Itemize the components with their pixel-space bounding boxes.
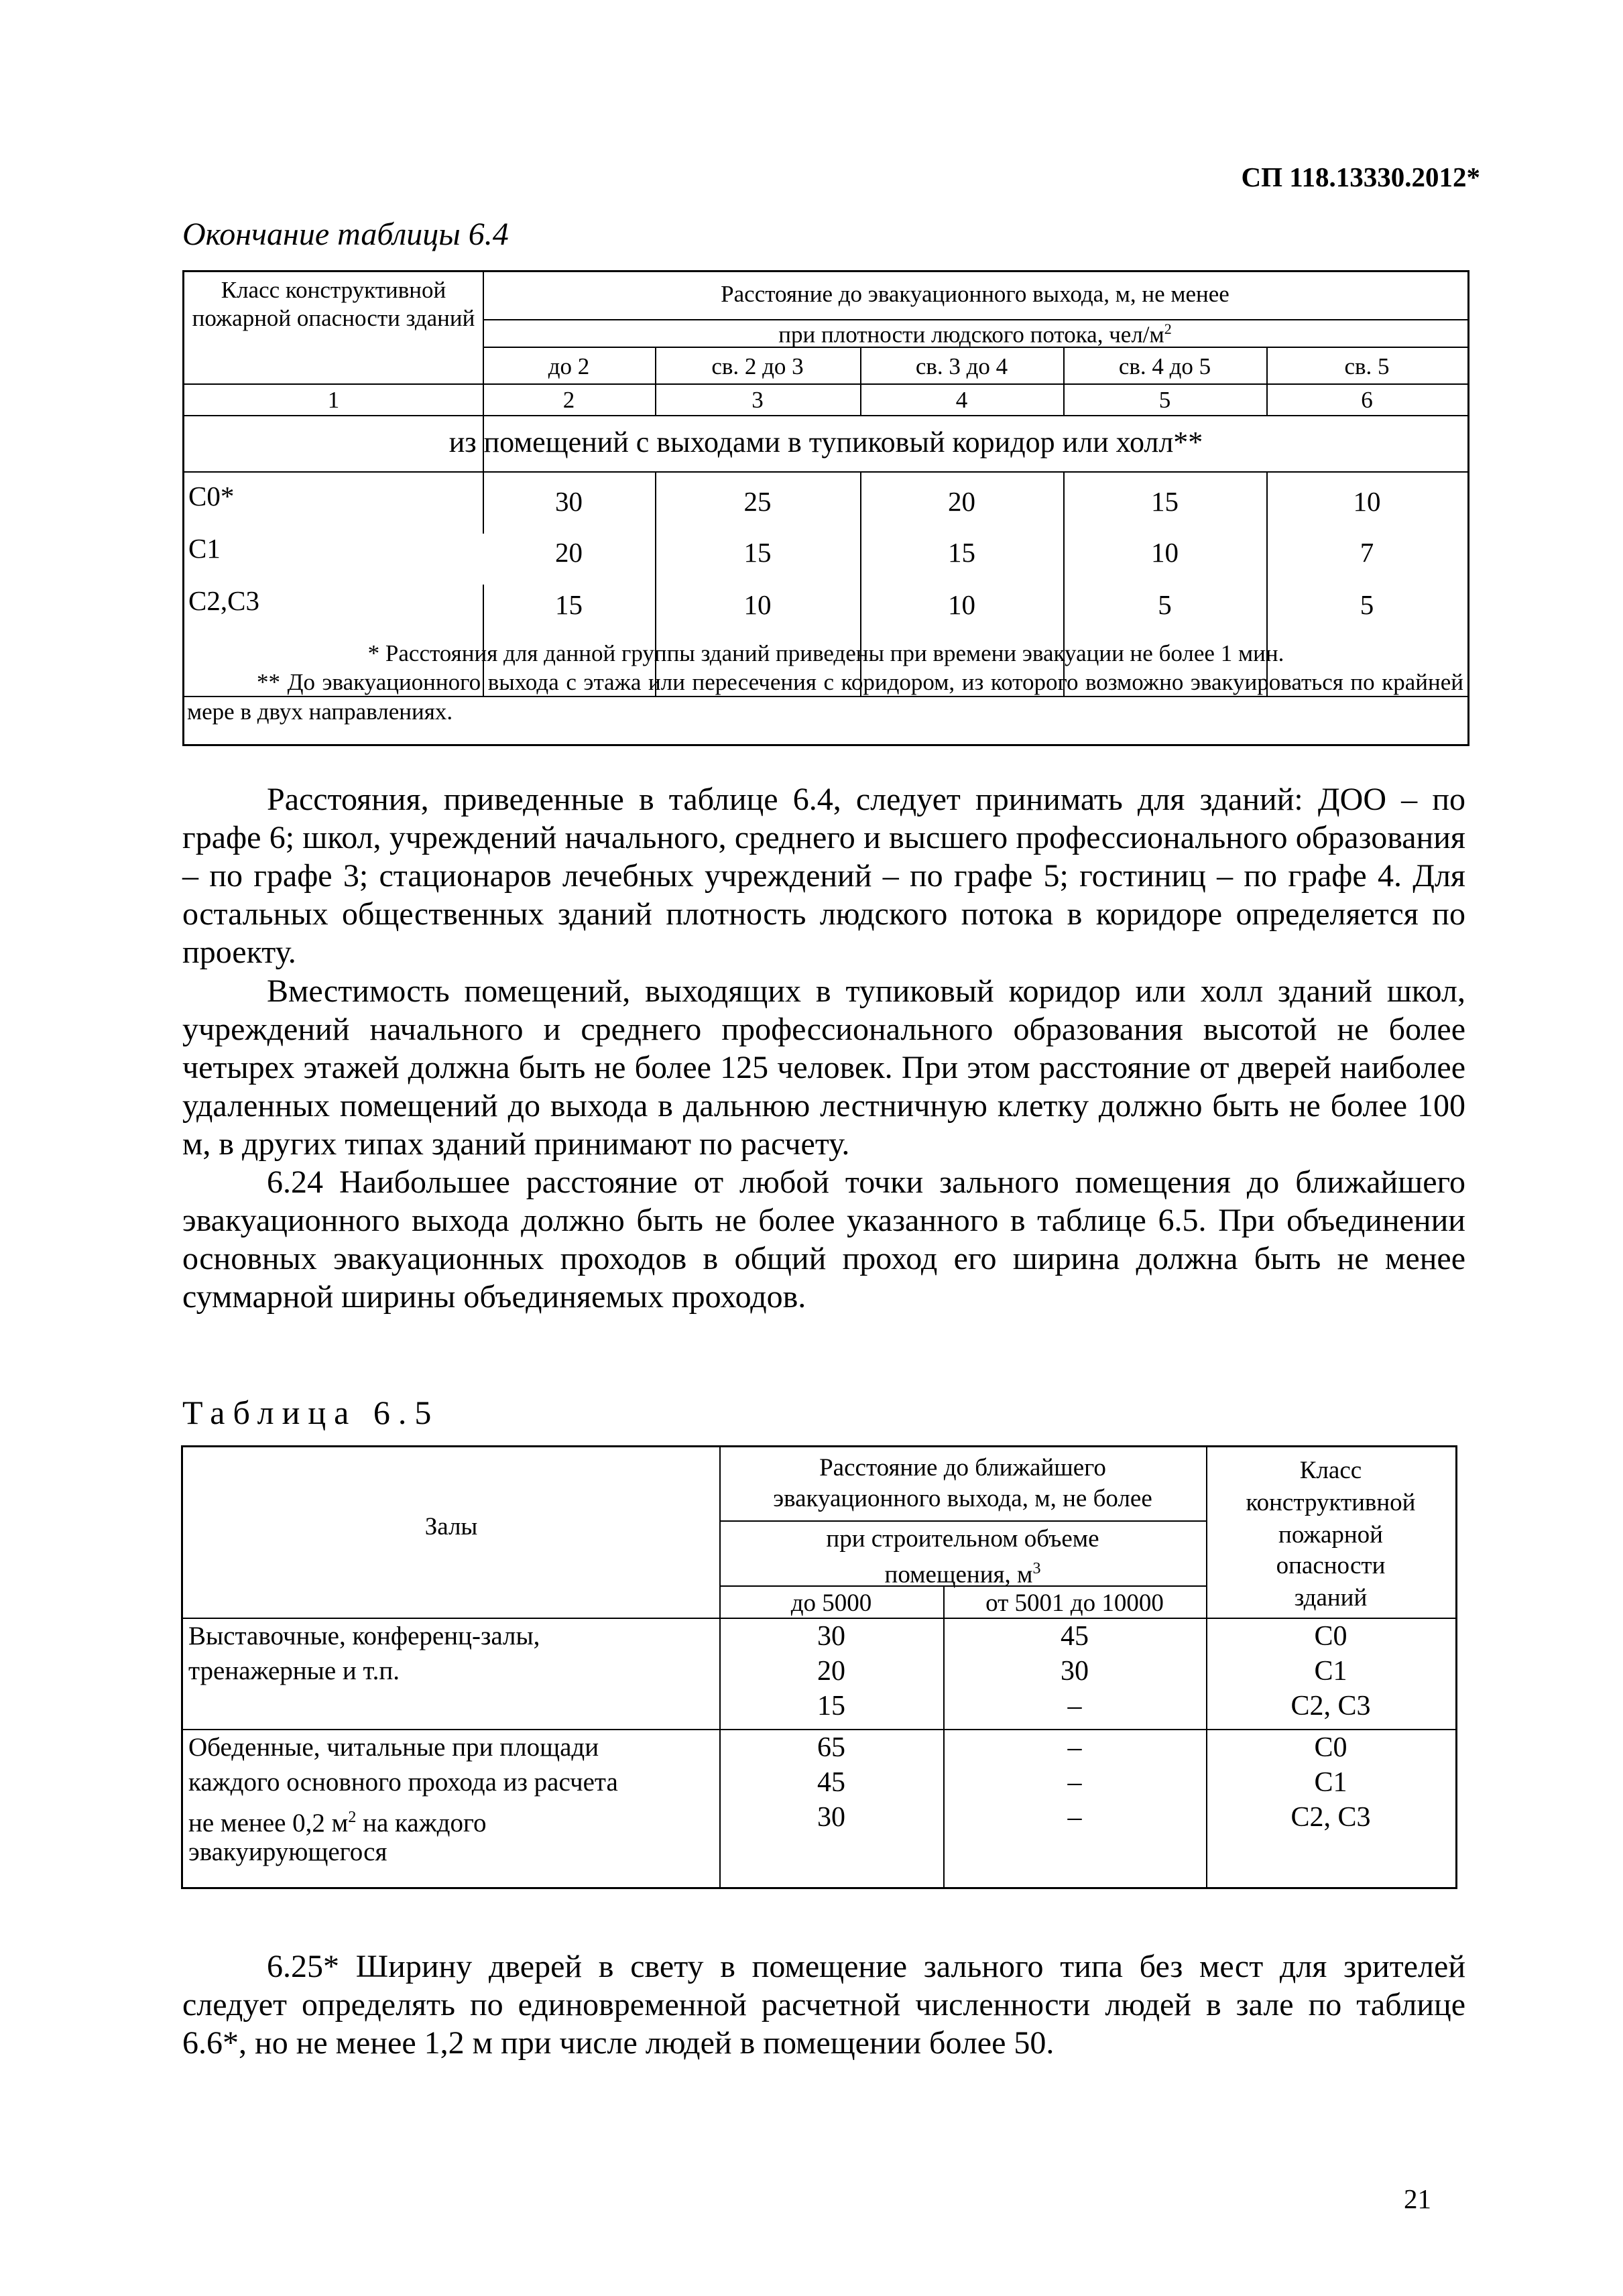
- group2-name-line3a: не менее 0,2 м: [188, 1809, 349, 1837]
- header-class-line5: зданий: [1294, 1584, 1368, 1612]
- table-6-5: [181, 1445, 1457, 1889]
- group2-col-class: [1206, 1730, 1455, 1835]
- group1-b-1: 45: [1061, 1621, 1089, 1652]
- value-c0-col3: 25: [743, 486, 772, 517]
- row-class-c2c3: С2,С3: [188, 585, 259, 616]
- col-number-5: 5: [1158, 387, 1171, 413]
- density-col-1: до 2: [548, 353, 590, 379]
- header-class-line3: пожарной: [1278, 1521, 1383, 1549]
- group1-col-class: [1206, 1619, 1455, 1724]
- header-density-exp: 2: [1164, 320, 1172, 337]
- group1-b-3: –: [1067, 1691, 1082, 1721]
- group2-name-line1: Обеденные, читальные при площади: [188, 1733, 599, 1762]
- row-class-c1: С1: [188, 533, 221, 564]
- group1-a-2: 20: [817, 1656, 845, 1687]
- group2-name-line4: эвакуирующегося: [188, 1837, 387, 1866]
- group1-col-b: [943, 1619, 1206, 1724]
- header-distance-line1: Расстояние до ближайшего: [819, 1454, 1106, 1482]
- header-class-line4: опасности: [1276, 1552, 1386, 1579]
- group2-b-2: –: [1067, 1767, 1082, 1798]
- value-c0-col5: 15: [1151, 486, 1179, 517]
- page-number: 21: [1404, 2183, 1431, 2214]
- col-number-6: 6: [1361, 387, 1373, 413]
- group1-class-1: С0: [1314, 1621, 1347, 1652]
- header-distance-line2: эвакуационного выхода, м, не более: [773, 1485, 1152, 1512]
- value-c2c3-col2: 15: [555, 589, 583, 620]
- section-title: из помещений с выходами в тупиковый коридор или холл**: [448, 426, 1203, 459]
- value-c1-col2: 20: [555, 537, 583, 568]
- note-2: ** До эвакуационного выхода с этажа или пересечения с коридором, из которого возможно эвакуироваться по крайней мере в двух направлениях.: [187, 669, 1463, 725]
- group2-name-line3b: на каждого: [356, 1809, 487, 1837]
- header-density: [483, 320, 1467, 349]
- group2-name-line2: каждого основного прохода из расчета: [188, 1768, 618, 1797]
- group2-class-3: С2, С3: [1290, 1802, 1371, 1833]
- group1-name-line1: Выставочные, конференц-залы,: [188, 1622, 540, 1650]
- col-number-2: 2: [562, 387, 575, 413]
- density-col-2: св. 2 до 3: [711, 353, 804, 379]
- group1-b-2: 30: [1061, 1656, 1089, 1687]
- group2-name-exp: 2: [348, 1809, 357, 1826]
- group2-class-1: С0: [1314, 1732, 1347, 1763]
- group1-name-line2: тренажерные и т.п.: [188, 1656, 400, 1685]
- value-c2c3-col4: 10: [948, 589, 975, 620]
- group2-a-3: 30: [817, 1802, 845, 1833]
- value-c0-col2: 30: [555, 486, 583, 517]
- header-distance: Расстояние до эвакуационного выхода, м, не менее: [721, 281, 1229, 307]
- header-density-text: при плотности людского потока, чел/м: [778, 321, 1164, 348]
- value-c2c3-col3: 10: [743, 589, 772, 620]
- group1-a-1: 30: [817, 1621, 845, 1652]
- group1-col-a: [719, 1619, 943, 1724]
- value-c1-col5: 10: [1151, 537, 1179, 568]
- col-up-to-5000: до 5000: [790, 1589, 872, 1617]
- value-c1-col4: 15: [948, 537, 975, 568]
- group2-b-1: –: [1067, 1732, 1082, 1763]
- group1-class-3: С2, С3: [1290, 1691, 1371, 1721]
- header-volume-line1: при строительном объеме: [826, 1525, 1099, 1553]
- header-class-line1: Класс: [1299, 1457, 1362, 1484]
- table-6-5-caption: Таблица 6.5: [182, 1394, 440, 1431]
- value-c1-col6: 7: [1360, 537, 1374, 568]
- group2-b-3: –: [1067, 1802, 1082, 1833]
- group1-a-3: 15: [817, 1691, 845, 1721]
- header-class: Класс конструктивной пожарной опасности зданий: [192, 277, 475, 331]
- group2-a-2: 45: [817, 1767, 845, 1798]
- row-class-c0: С0*: [188, 481, 235, 511]
- paragraph-3: 6.24 Наибольшее расстояние от любой точки зального помещения до ближайшего эвакуационного выхода должно быть не более указанного в таблице 6.5. При объединении основных эвакуационных проходов в общий проход его ширина должна быть не менее суммарной ширины объединяемых проходов.: [182, 1164, 1465, 1315]
- header-volume-text: помещения, м: [884, 1561, 1033, 1589]
- header-volume-exp: 3: [1032, 1560, 1041, 1577]
- paragraph-4: 6.25* Ширину дверей в свету в помещение зального типа без мест для зрителей следует определять по единовременной расчетной численности людей в зале по таблице 6.6*, но не менее 1,2 м при числе людей в помещении более 50.: [182, 1949, 1465, 2061]
- note-1: * Расстояния для данной группы зданий приведены при времени эвакуации не более 1 мин.: [367, 640, 1284, 666]
- col-number-3: 3: [752, 387, 764, 413]
- density-col-3: св. 3 до 4: [915, 353, 1008, 379]
- group2-col-b: [943, 1730, 1206, 1835]
- table-6-4: [182, 270, 1469, 746]
- density-col-4: св. 4 до 5: [1118, 353, 1211, 379]
- group2-class-2: С1: [1314, 1767, 1347, 1798]
- header-volume-line2: [719, 1553, 1206, 1590]
- header-halls: Залы: [424, 1513, 478, 1540]
- table-6-4-caption: Окончание таблицы 6.4: [182, 217, 509, 252]
- value-c0-col4: 20: [948, 486, 975, 517]
- density-col-5: св. 5: [1344, 353, 1390, 379]
- group2-col-a: [719, 1730, 943, 1835]
- col-number-4: 4: [955, 387, 968, 413]
- value-c0-col6: 10: [1353, 486, 1381, 517]
- value-c1-col3: 15: [743, 537, 772, 568]
- paragraph-1: Расстояния, приведенные в таблице 6.4, следует принимать для зданий: ДОО – по графе 6; школ, учреждений начального, среднего и высшего профессионального образования – по графе 3; стационаров лечебных учреждений – по графе 5; гостиниц – по графе 4. Для остальных общественных зданий плотность людского потока в коридоре определяется по проекту.: [182, 782, 1465, 970]
- value-c2c3-col6: 5: [1360, 589, 1374, 620]
- col-number-1: 1: [327, 387, 340, 413]
- value-c2c3-col5: 5: [1158, 589, 1172, 620]
- group1-class-2: С1: [1314, 1656, 1347, 1687]
- group2-a-1: 65: [817, 1732, 845, 1763]
- header-class-line2: конструктивной: [1246, 1489, 1416, 1516]
- paragraph-2: Вместимость помещений, выходящих в тупиковый коридор или холл зданий школ, учреждений начального и среднего профессионального образования высотой не более четырех этажей должна быть не более 125 человек. При этом расстояние от дверей наиболее удаленных помещений до выхода в дальнюю лестничную клетку должно быть не более 100 м, в других типах зданий принимают по расчету.: [182, 973, 1465, 1162]
- document-code: СП 118.13330.2012*: [1241, 162, 1480, 192]
- col-5001-10000: от 5001 до 10000: [985, 1589, 1164, 1617]
